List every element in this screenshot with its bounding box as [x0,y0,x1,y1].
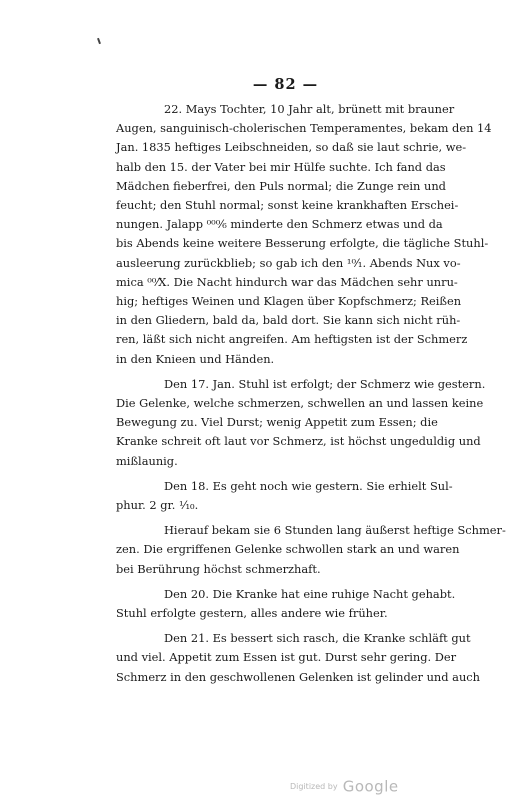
paragraph [116,585,455,623]
text-line: Stuhl erfolgte gestern, alles andere wie früher. [116,606,388,621]
text-line: bei Berührung höchst schmerzhaft. [116,561,321,576]
text-line: feucht; den Stuhl normal; sonst keine krankhaften Erschei- [116,198,459,213]
text-line: Mädchen fieberfrei, den Puls normal; die Zunge rein und [116,178,446,193]
text-line: und viel. Appetit zum Essen ist gut. Durst sehr gering. Der [116,650,457,665]
text-line: Hierauf bekam sie 6 Stunden lang äußerst heftige Schmer- [164,523,506,538]
text-line: Augen, sanguinisch-cholerischen Temperamentes, bekam den 14 [116,121,492,136]
page-number-header: — 82 — [252,76,319,93]
paragraph [116,521,506,579]
paragraphs-container [116,100,506,687]
text-line: in den Gliedern, bald da, bald dort. Sie kann sich nicht rüh- [116,313,461,328]
text-line: Den 17. Jan. Stuhl ist erfolgt; der Schmerz wie gestern. [164,376,486,391]
text-line: 22. Mays Tochter, 10 Jahr alt, brünett mit brauner [164,102,455,116]
watermark-brand: Google [342,777,399,796]
text-line: Den 18. Es geht noch wie gestern. Sie erhielt Sul- [164,478,453,493]
text-line: mißlaunig. [116,453,178,468]
text-line: Kranke schreit oft laut vor Schmerz, ist höchst ungeduldig und [116,434,481,449]
text-line: in den Knieen und Händen. [116,351,275,366]
text-line: halb den 15. der Vater bei mir Hülfe suchte. Ich fand das [116,159,446,174]
text-line: mica ⁰⁰⁄X. Die Nacht hindurch war das Mädchen sehr unru- [116,274,458,289]
text-line: Bewegung zu. Viel Durst; wenig Appetit zum Essen; die [116,415,438,430]
text-line: zen. Die ergriffenen Gelenke schwollen stark an und waren [116,542,460,557]
paragraph [116,477,455,515]
text-line: phur. 2 gr. ¹⁄₁₀. [116,498,199,513]
digitized-by-watermark [290,776,399,796]
paragraph [116,375,486,471]
text-line: bis Abends keine weitere Besserung erfolgte, die tägliche Stuhl- [116,236,489,251]
paragraph [116,100,492,369]
text-line: ausleerung zurückblieb; so gab ich den ¹⁰⁄₁. Abends Nux vo- [116,255,461,270]
text-line: ren, läßt sich nicht angreifen. Am heftigsten ist der Schmerz [116,332,468,347]
watermark-prefix: Digitized by [290,782,338,791]
text-line: Schmerz in den geschwollenen Gelenken ist gelinder und auch [116,669,481,684]
text-line: Jan. 1835 heftiges Leibschneiden, so daß sie laut schrie, we- [116,140,467,155]
text-line: Die Gelenke, welche schmerzen, schwellen an und lassen keine [116,396,484,411]
text-line: Den 20. Die Kranke hat eine ruhige Nacht gehabt. [164,586,456,601]
page-body [116,74,506,687]
text-line: hig; heftiges Weinen und Klagen über Kopfschmerz; Reißen [116,294,462,309]
margin-mark [97,38,101,44]
text-line: nungen. Jalapp ⁰⁰⁰⁄₆ minderte den Schmerz etwas und da [116,217,443,232]
text-line: Den 21. Es bessert sich rasch, die Kranke schläft gut [164,631,471,646]
paragraph [116,629,481,687]
